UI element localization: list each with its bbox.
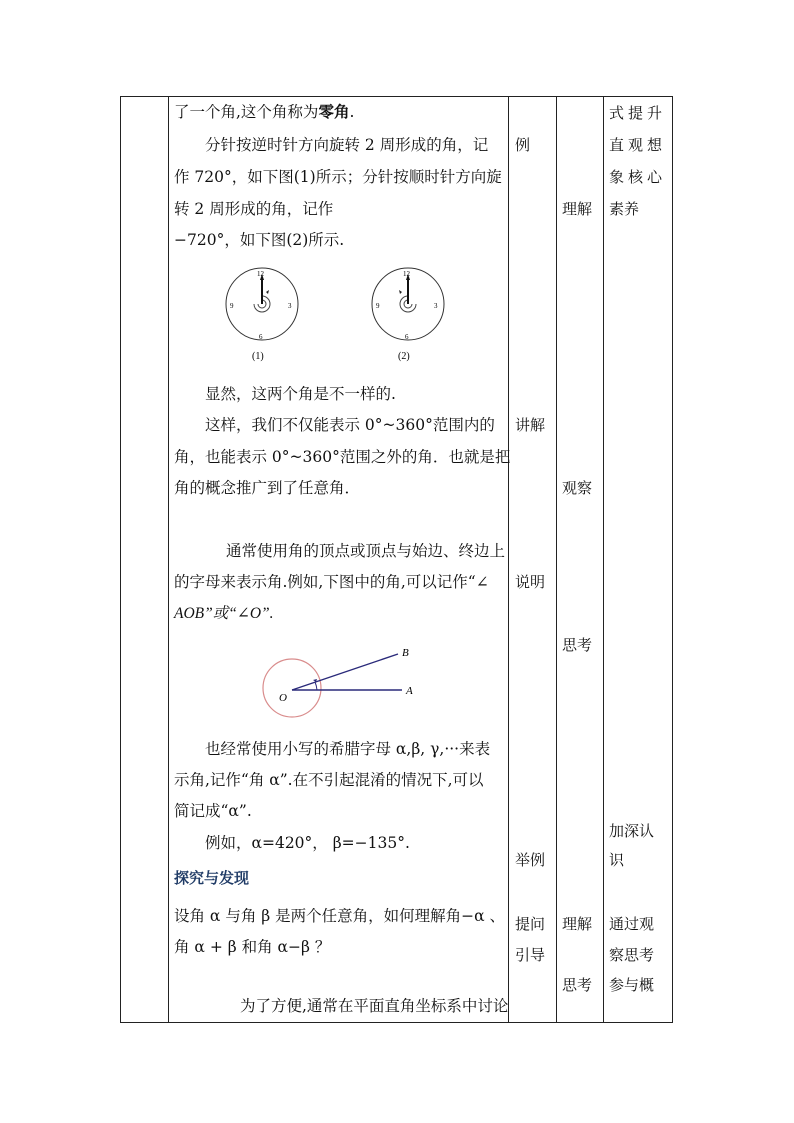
content-line: 简记成“α”. bbox=[174, 802, 252, 820]
content-line: 通常使用角的顶点或顶点与始边、终边上 bbox=[226, 542, 506, 560]
text: 了一个角,这个角称为 bbox=[174, 103, 319, 121]
design-intent: 察思考 bbox=[609, 946, 655, 964]
content-line: 分针按逆时针方向旋转 2 周形成的角，记 bbox=[205, 136, 489, 154]
clock-figure-2 bbox=[366, 262, 456, 366]
figure-caption: (2) bbox=[398, 351, 410, 362]
design-intent: 式提升 bbox=[609, 104, 667, 122]
content-line: 显然，这两个角是不一样的. bbox=[205, 385, 396, 403]
student-activity: 理解 bbox=[562, 200, 593, 218]
teacher-activity: 例 bbox=[515, 136, 531, 154]
content-line: 角，也能表示 0°~360°范围之外的角．也就是把 bbox=[174, 448, 511, 466]
column-divider bbox=[603, 97, 604, 1022]
label-b: B bbox=[402, 647, 409, 659]
clock-label-3: 3 bbox=[288, 302, 292, 310]
clock-label-6: 6 bbox=[405, 333, 409, 341]
content-line: AOB”或“∠O”. bbox=[174, 605, 274, 622]
clock-label-12: 12 bbox=[403, 270, 410, 278]
figure-caption: (1) bbox=[252, 351, 264, 362]
content-line: −720°，如下图(2)所示. bbox=[174, 231, 345, 249]
content-line bbox=[174, 102, 354, 122]
content-line: 示角,记作“角 α”.在不引起混淆的情况下,可以 bbox=[174, 771, 484, 789]
design-intent: 直观想 bbox=[609, 136, 667, 154]
clock-label-3: 3 bbox=[434, 302, 438, 310]
question-line: 角 α + β 和角 α−β ？ bbox=[174, 938, 331, 956]
student-activity: 观察 bbox=[562, 479, 593, 497]
column-divider bbox=[168, 97, 169, 1022]
design-intent: 素养 bbox=[609, 200, 640, 218]
teacher-activity: 讲解 bbox=[515, 416, 546, 434]
clock-figure-1 bbox=[220, 262, 310, 366]
content-line: 这样，我们不仅能表示 0°~360°范围内的 bbox=[205, 416, 495, 434]
teacher-activity: 举例 bbox=[515, 851, 546, 869]
term-zero-angle: 零角 bbox=[318, 102, 350, 121]
clock-label-6: 6 bbox=[259, 333, 263, 341]
content-line: 转 2 周形成的角，记作 bbox=[174, 200, 334, 218]
content-line: 角的概念推广到了任意角． bbox=[174, 479, 361, 497]
angle-aob-figure bbox=[255, 640, 425, 722]
student-activity: 理解 bbox=[562, 915, 593, 933]
label-o: O bbox=[279, 692, 287, 704]
design-intent: 参与概 bbox=[609, 976, 655, 994]
content-line: 的字母来表示角.例如,下图中的角,可以记作“∠ bbox=[174, 573, 489, 591]
column-divider bbox=[556, 97, 557, 1022]
content-line: 例如，α=420°， β=−135°. bbox=[205, 834, 410, 852]
teacher-activity: 提问 bbox=[515, 915, 546, 933]
column-divider bbox=[508, 97, 509, 1022]
content-line: 为了方便,通常在平面直角坐标系中讨论 bbox=[240, 997, 509, 1015]
clock-label-12: 12 bbox=[257, 270, 264, 278]
design-intent: 通过观 bbox=[609, 915, 655, 933]
text: . bbox=[349, 103, 355, 121]
section-heading: 探究与发现 bbox=[174, 869, 250, 887]
teacher-activity: 引导 bbox=[515, 946, 546, 964]
teacher-activity: 说明 bbox=[515, 573, 546, 591]
design-intent: 象核心 bbox=[609, 168, 667, 186]
student-activity: 思考 bbox=[562, 636, 593, 654]
label-a: A bbox=[406, 685, 413, 697]
question-line: 设角 α 与角 β 是两个任意角，如何理解角−α 、 bbox=[174, 907, 506, 925]
content-line: 也经常使用小写的希腊字母 α,β, γ,···来表 bbox=[205, 740, 491, 758]
clock-label-9: 9 bbox=[230, 302, 234, 310]
content-line: 作 720°，如下图(1)所示；分针按顺时针方向旋 bbox=[174, 168, 502, 186]
design-intent: 加深认 bbox=[609, 822, 655, 840]
student-activity: 思考 bbox=[562, 976, 593, 994]
design-intent: 识 bbox=[609, 851, 625, 869]
clock-label-9: 9 bbox=[376, 302, 380, 310]
